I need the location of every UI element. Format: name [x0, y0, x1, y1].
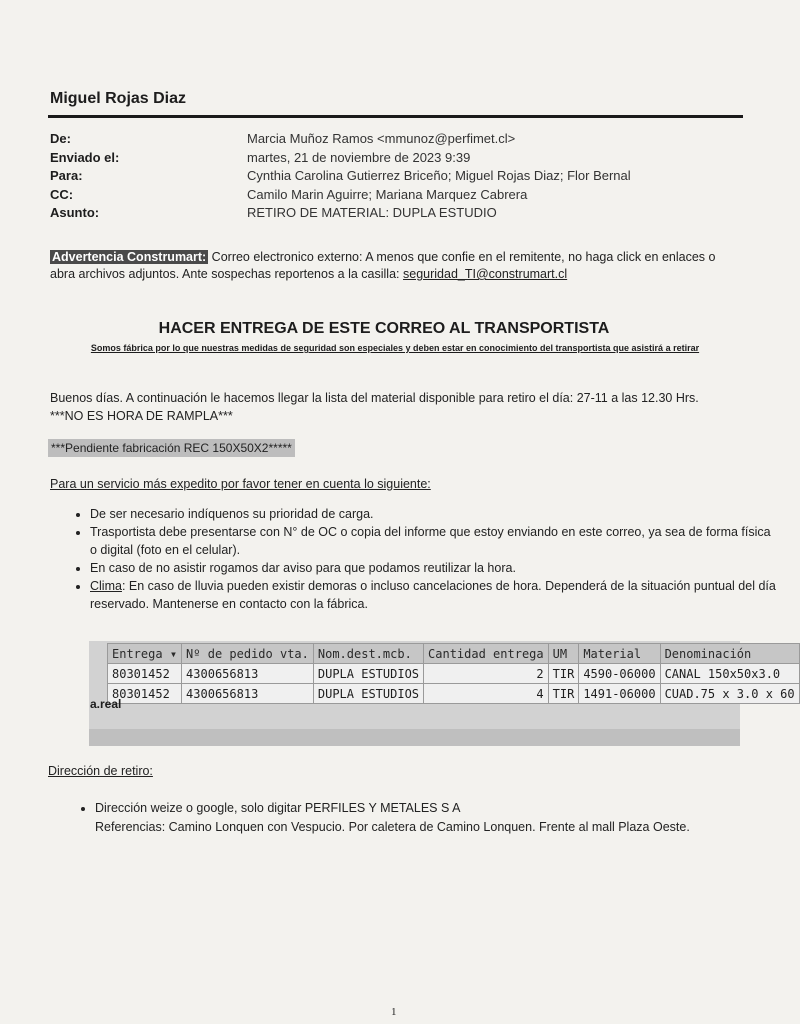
list-item: • Trasportista debe presentarse con N° de OC o copia del informe que estoy enviando en este correo, ya sea de forma física o digital (foto en el celular). — [90, 523, 780, 559]
cc-label: CC: — [50, 186, 74, 202]
cell-nom: DUPLA ESTUDIOS — [313, 684, 423, 704]
address-heading: Dirección de retiro: — [48, 764, 153, 778]
external-email-warning — [50, 249, 740, 283]
header-labels — [50, 130, 119, 223]
weather-text: : En caso de lluvia pueden existir demoras o incluso cancelaciones de hora. Dependerá de la situación puntual del día reservado. Mantenerse en contacto con la fábrica. — [90, 579, 776, 611]
table-row — [108, 684, 800, 704]
col-material: Material — [579, 644, 660, 664]
list-item — [95, 799, 795, 837]
page-number: 1 — [391, 1006, 397, 1018]
cell-cantidad: 2 — [424, 664, 549, 684]
cell-denominacion: CUAD.75 x 3.0 x 60 — [660, 684, 799, 704]
header-divider — [48, 115, 743, 118]
address-instruction: • Dirección weize o google, solo digitar PERFILES Y METALES S A — [95, 801, 461, 815]
cell-denominacion: CANAL 150x50x3.0 — [660, 664, 799, 684]
delivery-table — [107, 643, 800, 704]
col-entrega: Entrega ▾ — [108, 644, 182, 664]
cell-material: 4590-06000 — [579, 664, 660, 684]
table-row — [108, 664, 800, 684]
col-um: UM — [548, 644, 579, 664]
table-header-row — [108, 644, 800, 664]
notice-title: HACER ENTREGA DE ESTE CORREO AL TRANSPORTISTA — [158, 320, 610, 337]
cell-um: TIR — [548, 684, 579, 704]
notice-subtitle: Somos fábrica por lo que nuestras medidas de seguridad son especiales y deben estar en conocimiento del transportista que asistirá a retirar — [90, 343, 700, 353]
rampla-notice: ***NO ES HORA DE RAMPLA*** — [50, 409, 233, 423]
pending-fabrication-note: ***Pendiente fabricación REC 150X50X2***** — [48, 439, 295, 457]
col-pedido: Nº de pedido vta. — [182, 644, 314, 664]
warning-tag: Advertencia Construmart: — [52, 250, 207, 264]
table-scroll-stripe — [89, 729, 740, 746]
cell-nom: DUPLA ESTUDIOS — [313, 664, 423, 684]
list-item: • En caso de no asistir rogamos dar aviso para que podamos reutilizar la hora. — [90, 559, 780, 577]
to-label: Para: — [50, 168, 83, 183]
sent-value: martes, 21 de noviembre de 2023 9:39 — [247, 149, 471, 165]
list-item — [90, 577, 780, 613]
greeting-line: Buenos días. A continuación le hacemos llegar la lista del material disponible para retiro el día: 27-11 a las 12.30 Hrs. — [50, 391, 699, 405]
sap-table-screenshot — [89, 641, 795, 746]
from-label: De: — [50, 131, 71, 146]
address-references: Referencias: Camino Lonquen con Vespucio. Por caletera de Camino Lonquen. Frente al mall Plaza Oeste. — [95, 820, 690, 834]
cell-entrega: 80301452 — [108, 684, 182, 704]
header-values — [247, 130, 631, 223]
greeting-paragraph — [50, 389, 750, 425]
table-footer-label: a.real — [90, 697, 122, 711]
cell-entrega: 80301452 — [108, 664, 182, 684]
col-nom-dest: Nom.dest.mcb. — [313, 644, 423, 664]
sender-name: Miguel Rojas Diaz — [50, 90, 187, 107]
cell-um: TIR — [548, 664, 579, 684]
cell-pedido: 4300656813 — [182, 664, 314, 684]
security-email-link[interactable]: seguridad_TI@construmart.cl — [403, 267, 568, 281]
col-cantidad: Cantidad entrega — [424, 644, 549, 664]
instructions-heading: Para un servicio más expedito por favor tener en cuenta lo siguiente: — [50, 477, 431, 491]
from-value: Marcia Muñoz Ramos <mmunoz@perfimet.cl> — [247, 131, 516, 146]
to-value: Cynthia Carolina Gutierrez Briceño; Miguel Rojas Diaz; Flor Bernal — [247, 168, 631, 183]
sort-arrow-icon: ▾ — [169, 646, 178, 661]
weather-label: Clima — [90, 579, 122, 593]
list-item: • De ser necesario indíquenos su prioridad de carga. — [90, 505, 780, 523]
subject-label: Asunto: — [50, 205, 100, 220]
warning-text: Correo electronico externo: A menos que confie en el remitente, no haga click en enlaces o abra archivos adjuntos. Ante sospechas reportenos a la casilla: — [50, 250, 716, 281]
instructions-list — [50, 505, 780, 613]
sent-label: Enviado el: — [50, 149, 120, 165]
cell-cantidad: 4 — [424, 684, 549, 704]
cell-pedido: 4300656813 — [182, 684, 314, 704]
address-list — [50, 799, 795, 837]
cell-material: 1491-06000 — [579, 684, 660, 704]
col-denominacion: Denominación — [660, 644, 799, 664]
cc-value: Camilo Marin Aguirre; Mariana Marquez Cabrera — [247, 186, 528, 202]
subject-value: RETIRO DE MATERIAL: DUPLA ESTUDIO — [247, 205, 497, 220]
